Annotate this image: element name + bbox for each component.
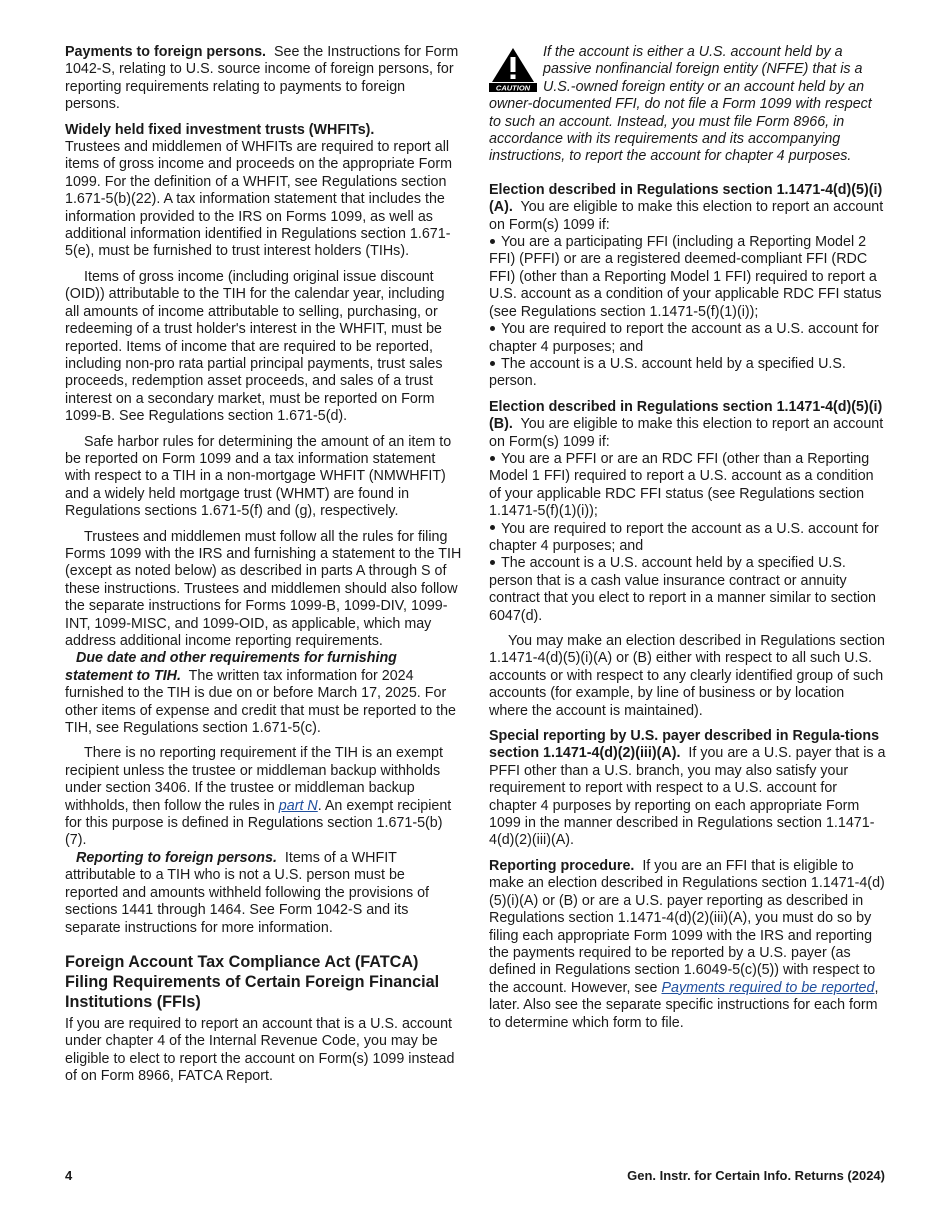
special-reporting-paragraph [489,728,886,850]
safe-harbor-paragraph: Safe harbor rules for determining the amount of an item to be reported on Form 1099 and a tax information statement with respect to a TIH in a non-mortgage WHFIT (NMWHFIT) and a widely held mortgage trust (WHMT) are found in Regulations sections 1.671-5(f) and (g), respectively. [65,433,452,520]
election-b-paragraph [489,399,886,451]
page-number: 4 [65,1168,73,1183]
part-n-link[interactable]: part N [278,797,318,814]
no-reporting-text: There is no reporting requirement if the TIH is an exempt recipient unless the trustee or middleman backup withholds under section 3406. If the trustee or middleman backup withholds, then follow the rules in [65,745,443,814]
items-gross-income-paragraph: Items of gross income (including original issue discount (OID)) attributable to the TIH for the calendar year, including all amounts of income attributable to selling, purchasing, or redeeming of a trust holder's interest in the WHFIT, must be reported. Items of income that are required to be reported, including non-pro rata partial principal payments, trust sales proceeds, redemption asset proceeds, and sales of a trust interest on a secondary market, must be reported on Form 1099-B. See Regulations section 1.671-5(d). [65,268,445,425]
may-make-election-paragraph: You may make an election described in Regulations section 1.1471-4(d)(5)(i)(A) or (B) either with respect to all such U.S. accounts or with respect to any clearly identified group of such accounts (for example, by line of business or by location where the account is maintained). [489,633,885,719]
whfit-text: Trustees and middlemen of WHFITs are required to report all items of gross income and proceeds on the appropriate Form 1099. For the definition of a WHFIT, see Regulations section 1.671-5(b)(22). A tax information statement that includes the information provided to the IRS on Forms 1099, as well as additional information identified in Regulations section 1.671-5(e), must be furnished to trust interest holders (TIHs). [65,139,453,260]
payments-required-link[interactable]: Payments required to be reported [661,979,875,996]
election-a-bullet: You are a participating FFI (including a Reporting Model 2 FFI) (PFFI) or are a registered deemed-compliant FFI (RDC FFI) (other than a Reporting Model 1 FFI) required to report a U.S. account as a condition of your applicable RDC FFI status (see Regulations section 1.1471-5(f)(1)(i)); [489,234,882,320]
caution-label: CAUTION [495,83,531,92]
due-date-paragraph [65,650,462,737]
bullet-icon [490,239,495,244]
payments-foreign-persons-heading: Payments to foreign persons. [65,44,266,60]
election-a-paragraph [489,182,886,234]
payments-foreign-persons-text: See the Instructions for Form 1042-S, relating to U.S. source income of foreign persons, for reporting requirements relating to payments to foreign persons. [65,44,459,113]
no-reporting-paragraph [65,745,462,849]
whfit-heading: Widely held fixed investment trusts (WHFITs). [65,121,375,138]
election-a-bullet: The account is a U.S. account held by a specified U.S. person. [489,355,846,390]
special-reporting-text: If you are a U.S. payer that is a PFFI other than a U.S. branch, you may also satisfy your requirement to report with respect to a U.S. account for chapter 4 purposes by reporting on each appropriate Form 1099 in the manner described in Regulations section 1.1471-4(d)(2)(iii)(A). [489,745,886,849]
caution-note [489,44,886,166]
fatca-paragraph: If you are required to report an account that is a U.S. account under chapter 4 of the Internal Revenue Code, you may be eligible to elect to report the account on Form(s) 1099 instead of on Form 8966, FATCA Report. [65,1015,455,1085]
caution-text: If the account is either a U.S. account held by a passive nonfinancial foreign entity (NFFE) that is a U.S.-owned foreign entity or an account held by an owner-documented FFI, do not file a Form 1099 with respect to such an account. Instead, you must file Form 8966, in accordance with its requirements and its accompanying instructions, to report the account for chapter 4 purposes. [489,44,872,165]
bullet-icon [490,326,495,331]
election-a-text: You are eligible to make this election to report an account on Form(s) 1099 if: [489,199,884,233]
whfit-paragraph [65,122,462,261]
reporting-foreign-persons-paragraph [65,850,462,937]
election-b-heading: Election described in Regulations section 1.1471-4(d)(5)(i)(B). [489,398,883,433]
payments-foreign-persons-paragraph [65,44,462,114]
bullet-icon [490,361,495,366]
reporting-foreign-persons-heading: Reporting to foreign persons. [76,849,277,866]
due-date-text: The written tax information for 2024 furnished to the TIH is due on or before March 17, 2025. For other items of expense and credit that must be reported to the TIH, see Regulations section 1.671-5(c). [65,667,457,737]
election-b-text: You are eligible to make this election to report an account on Form(s) 1099 if: [489,416,884,450]
due-date-heading: Due date and other requirements for furnishing statement to TIH. [65,650,397,684]
right-column [489,44,886,1032]
election-b-bullet: You are a PFFI or are an RDC FFI (other than a Reporting Model 1 FFI) required to report a U.S. account as a condition of your applicable RDC FFI status (see Regulations section 1.1471-5(f)(1)(i)); [489,450,874,520]
fatca-heading: Foreign Account Tax Compliance Act (FATCA) Filing Requirements of Certain Foreign Financial Institutions (FFIs) [65,952,440,1011]
election-a-bullet: You are required to report the account as a U.S. account for chapter 4 purposes; and [489,321,879,355]
election-b-bullet: You are required to report the account as a U.S. account for chapter 4 purposes; and [489,520,879,554]
footer-document-title: Gen. Instr. for Certain Info. Returns (2024) [627,1168,885,1183]
trustees-paragraph: Trustees and middlemen must follow all the rules for filing Forms 1099 with the IRS and furnishing a statement to the TIH (except as noted below) as described in parts A through S of these instructions. Trustees and middlemen should also follow the separate instructions for Forms 1099-B, 1099-DIV, 1099-INT, 1099-MISC, and 1099-OID, as applicable, which may address additional income reporting requirements. [65,528,462,649]
no-reporting-text-end: . An exempt recipient for this purpose is defined in Regulations section 1.671-5(b)(7). [65,797,452,849]
bullet-icon [490,525,495,530]
election-a-heading: Election described in Regulations section 1.1471-4(d)(5)(i)(A). [489,181,883,216]
election-b-bullet: The account is a U.S. account held by a specified U.S. person that is a cash value insurance contract or annuity contract that you elect to report in a manner similar to section 6047(d). [489,555,876,624]
bullet-icon [490,560,495,565]
left-column [65,44,462,1086]
special-reporting-heading: Special reporting by U.S. payer described in Regula-tions section 1.1471-4(d)(2)(iii)(A). [489,728,880,762]
caution-triangle-icon [489,46,537,92]
reporting-procedure-text-end: , later. Also see the separate specific instructions for each form to determine which form to file. [489,979,879,1031]
reporting-procedure-heading: Reporting procedure. [489,857,635,874]
reporting-procedure-text: If you are an FFI that is eligible to make an election described in Regulations section 1.1471-4(d)(5)(i)(A) or (B) or are a U.S. payer reporting as described in Regulations section 1.1471-4(d)(2)(iii)(A), you must do so by filing each appropriate Form 1099 with the IRS and reporting the payments required to be reported by a U.S. payer (as defined in Regulations section 1.6049-5(c)(5)) with respect to the account. However, see [489,857,885,996]
bullet-icon [490,456,495,461]
reporting-foreign-persons-text: Items of a WHFIT attributable to a TIH who is not a U.S. person must be reported and amounts withheld following the provisions of sections 1441 through 1464. See Form 1042-S and its separate instructions for more information. [65,849,429,936]
reporting-procedure-paragraph [489,858,886,1032]
